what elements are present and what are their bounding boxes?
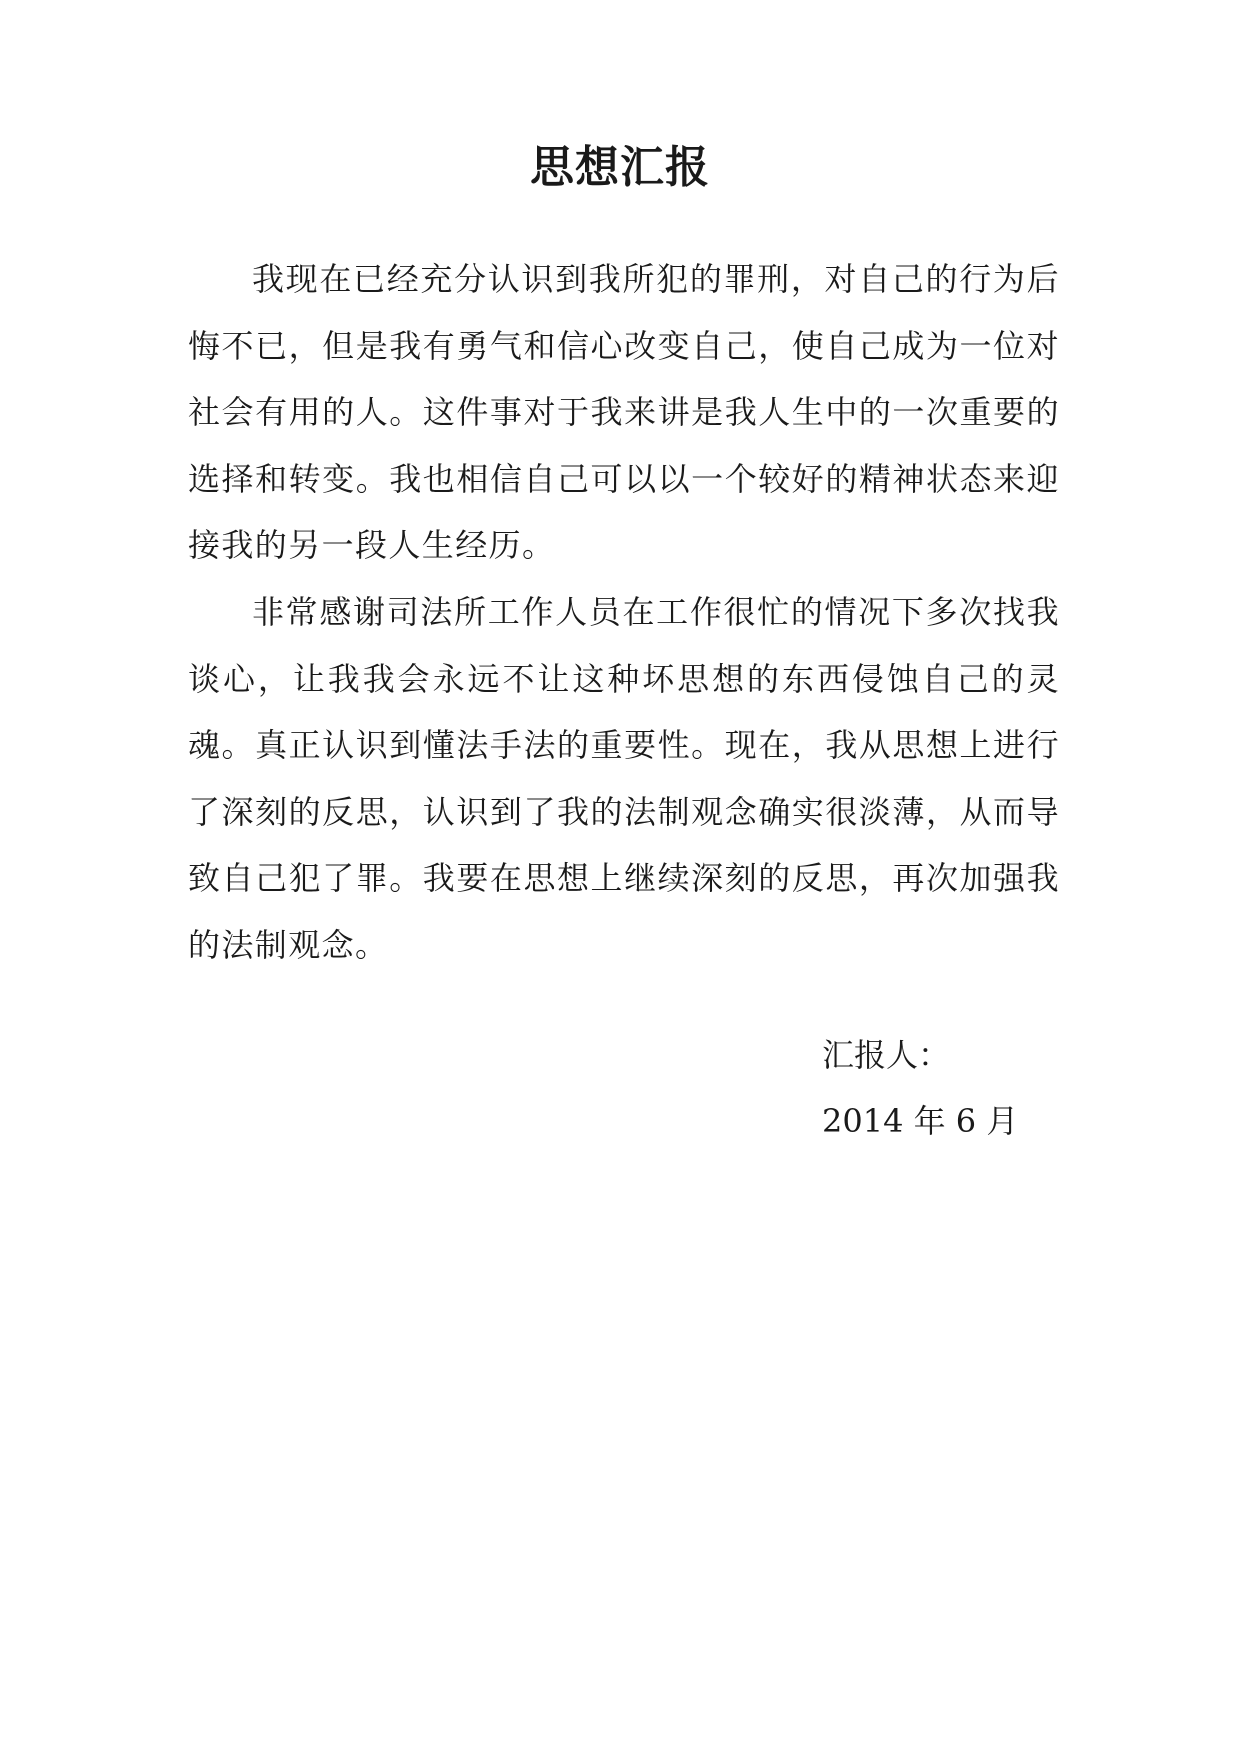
paragraph-1: 我现在已经充分认识到我所犯的罪刑，对自己的行为后悔不已，但是我有勇气和信心改变自己，使自己成为一位对社会有用的人。这件事对于我来讲是我人生中的一次重要的选择和转变。我也相信自己可以以一个较好的精神状态来迎接我的另一段人生经历。 [188,260,1060,565]
document-title: 思想汇报 [530,142,710,193]
document-body [188,246,1060,979]
reporter-label: 汇报人： [822,1036,951,1074]
paragraph-2: 非常感谢司法所工作人员在工作很忙的情况下多次找我谈心，让我我会永远不让这种坏思想的东西侵蚀自己的灵魂。真正认识到懂法手法的重要性。现在，我从思想上进行了深刻的反思，认识到了我的法制观念确实很淡薄，从而导致自己犯了罪。我要在思想上继续深刻的反思，再次加强我的法制观念。 [188,592,1060,964]
report-date: 2014 年 6 月 [822,1102,1019,1140]
signature-block [822,1022,1018,1154]
